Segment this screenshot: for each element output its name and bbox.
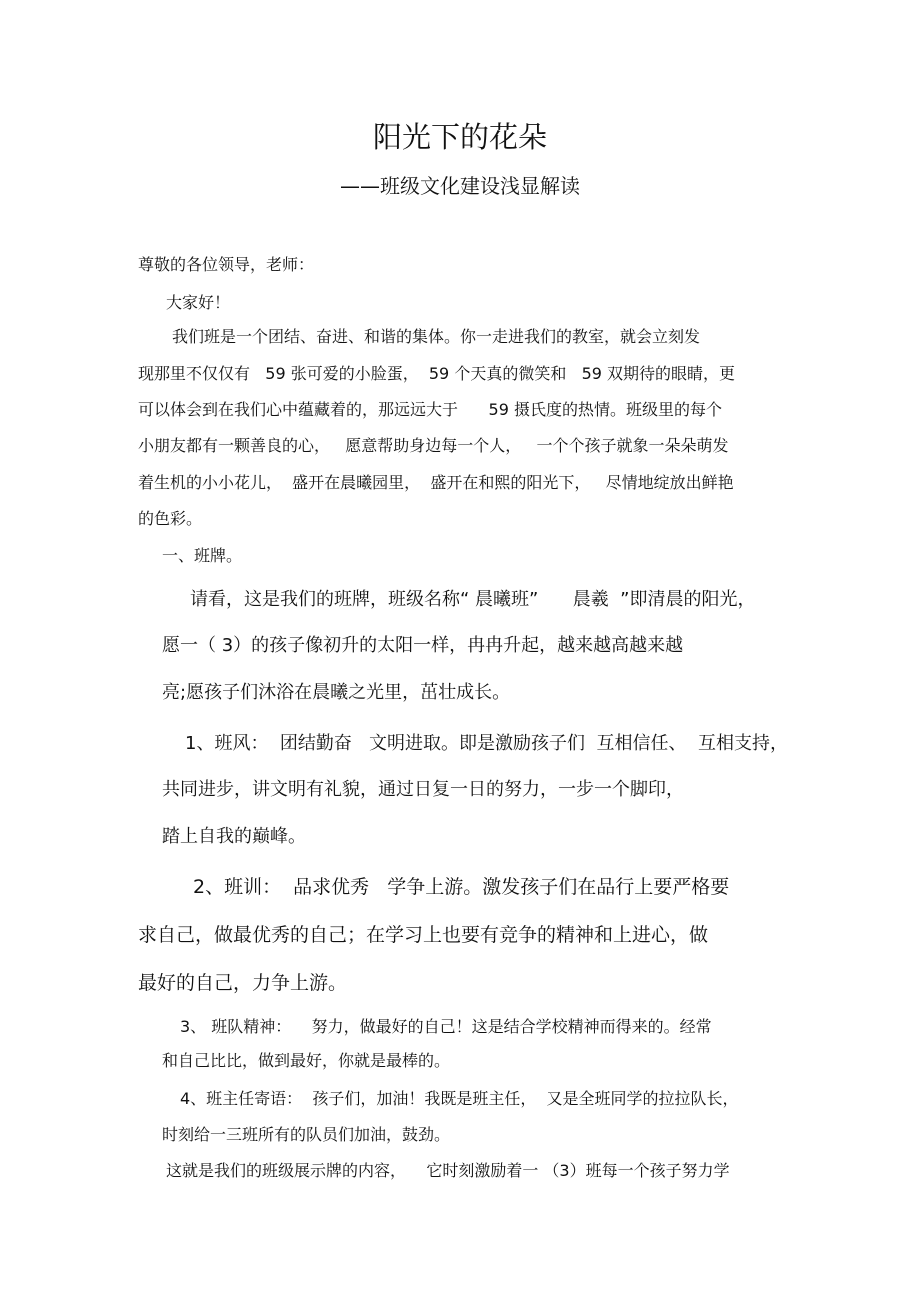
teacher-message-line-2: 时刻给一三班所有的队员们加油，鼓劲。 (162, 1125, 451, 1144)
team-spirit-line-1: 3、 班队精神： 努力，做最好的自己！这是结合学校精神而得来的。经常 (180, 1017, 712, 1036)
class-sign-line-1: 请看，这是我们的班牌，班级名称“ 晨曦班” 晨羲 ”即清晨的阳光， (190, 589, 756, 610)
class-motto-line-1: 2、班训： 品求优秀 学争上游。激发孩子们在品行上要严格要 (193, 876, 730, 898)
class-motto-line-3: 最好的自己，力争上游。 (138, 972, 348, 994)
class-motto-line-2: 求自己，做最优秀的自己；在学习上也要有竞争的精神和上进心，做 (138, 924, 709, 946)
class-style-line-1: 1、班风： 团结勤奋 文明进取。即是激励孩子们 互相信任、 互相支持， (185, 733, 788, 754)
intro-line-3: 可以体会到在我们心中蕴藏着的，那远远大于 59 摄氏度的热情。班级里的每个 (138, 400, 722, 419)
closing-line-1: 这就是我们的班级展示牌的内容， 它时刻激励着一 （3）班每一个孩子努力学 (166, 1161, 730, 1180)
salutation: 尊敬的各位领导，老师： (138, 255, 315, 274)
intro-line-4: 小朋友都有一颗善良的心， 愿意帮助身边每一个人， 一个个孩子就象一朵朵萌发 (138, 436, 729, 455)
team-spirit-line-2: 和自己比比，做到最好，你就是最棒的。 (162, 1051, 451, 1070)
teacher-message-line-1: 4、班主任寄语： 孩子们，加油！我既是班主任， 又是全班同学的拉拉队长， (180, 1089, 739, 1108)
class-style-line-2: 共同进步，讲文明有礼貌，通过日复一日的努力，一步一个脚印， (162, 779, 684, 800)
greeting: 大家好！ (166, 293, 231, 312)
intro-line-1: 我们班是一个团结、奋进、和谐的集体。你一走进我们的教室，就会立刻发 (172, 327, 701, 346)
document-subtitle: ——班级文化建设浅显解读 (340, 174, 580, 198)
intro-line-6: 的色彩。 (138, 509, 203, 528)
class-style-line-3: 踏上自我的巅峰。 (162, 826, 306, 847)
class-sign-line-2: 愿一（ 3）的孩子像初升的太阳一样，冉冉升起，越来越高越来越 (162, 635, 684, 656)
intro-line-2: 现那里不仅仅有 59 张可爱的小脸蛋， 59 个天真的微笑和 59 双期待的眼睛，更 (138, 364, 736, 383)
class-sign-line-3: 亮;愿孩子们沐浴在晨曦之光里，茁壮成长。 (162, 682, 511, 703)
intro-line-5: 着生机的小小花儿， 盛开在晨曦园里， 盛开在和熙的阳光下， 尽情地绽放出鲜艳 (138, 473, 734, 492)
document-title: 阳光下的花朵 (372, 120, 547, 154)
section-heading-class-sign: 一、班牌。 (162, 546, 243, 565)
